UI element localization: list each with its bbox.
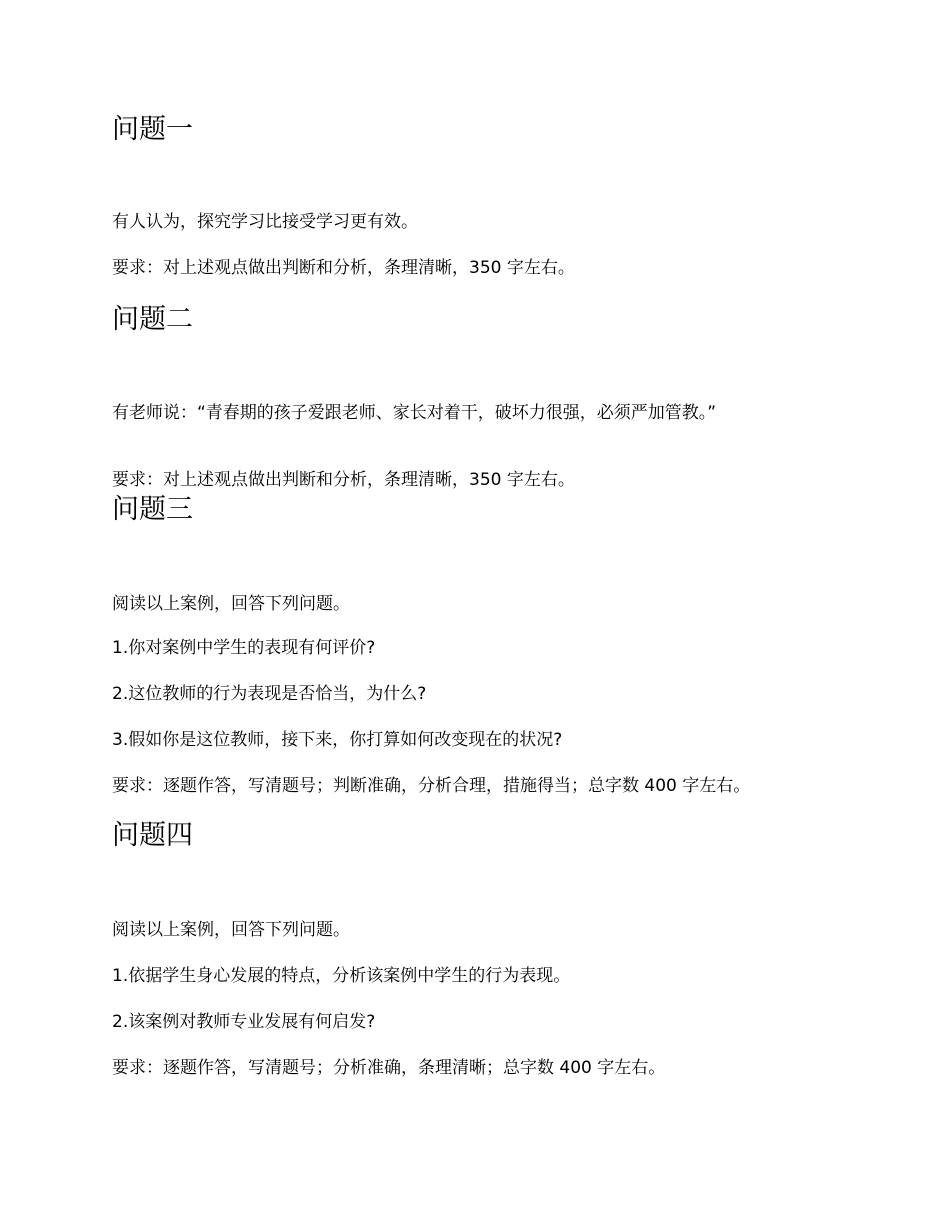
requirement: 要求：对上述观点做出判断和分析，条理清晰，350 字左右。: [112, 470, 575, 490]
section-title: 问题二: [112, 304, 193, 335]
section-title: 问题三: [112, 494, 193, 525]
question-item: 2.该案例对教师专业发展有何启发?: [112, 1012, 376, 1032]
paragraph: 阅读以上案例，回答下列问题。: [112, 920, 350, 940]
section-title: 问题一: [112, 114, 193, 145]
requirement: 要求：对上述观点做出判断和分析，条理清晰，350 字左右。: [112, 258, 575, 278]
question-item: 1.依据学生身心发展的特点，分析该案例中学生的行为表现。: [112, 966, 571, 986]
question-item: 3.假如你是这位教师，接下来，你打算如何改变现在的状况?: [112, 730, 563, 750]
requirement: 要求：逐题作答，写清题号；分析准确，条理清晰；总字数 400 字左右。: [112, 1058, 666, 1078]
question-item: 1.你对案例中学生的表现有何评价?: [112, 638, 376, 658]
paragraph: 有人认为，探究学习比接受学习更有效。: [112, 212, 418, 232]
requirement: 要求：逐题作答，写清题号；判断准确，分析合理，措施得当；总字数 400 字左右。: [112, 776, 751, 796]
paragraph: 阅读以上案例，回答下列问题。: [112, 594, 350, 614]
question-item: 2.这位教师的行为表现是否恰当，为什么?: [112, 684, 427, 704]
paragraph: 有老师说：“青春期的孩子爱跟老师、家长对着干，破坏力很强，必须严加管教。”: [112, 403, 717, 423]
section-title: 问题四: [112, 820, 193, 851]
